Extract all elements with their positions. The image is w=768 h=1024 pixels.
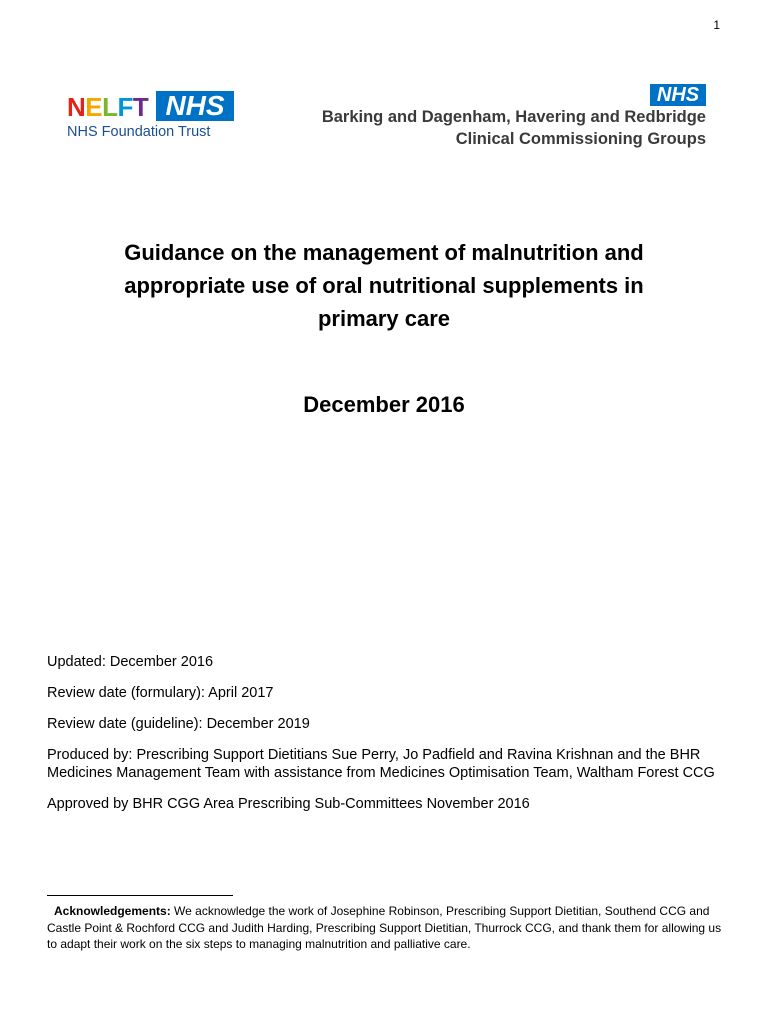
date-heading: December 2016 — [303, 392, 465, 417]
produced-by: Produced by: Prescribing Support Dietitians Sue Perry, Jo Padfield and Ravina Krishnan and the BHR Medicines Management Team with assistance from Medicines Optimisation Team, Waltham Forest CCG — [47, 747, 715, 781]
ccg-nhs-lozenge: NHS — [650, 84, 706, 106]
approved-by: Approved by BHR CGG Area Prescribing Sub-Committees November 2016 — [47, 796, 530, 812]
ccg-name-line2: Clinical Commissioning Groups — [455, 130, 706, 148]
document-title — [60, 236, 708, 335]
ccg-name-line1: Barking and Dagenham, Havering and Redbridge — [321, 108, 706, 126]
acknowledgements-text: We acknowledge the work of Josephine Robinson, Prescribing Support Dietitian, Southend CCG and Castle Point & Rochford CCG and Judith Harding, Prescribing Support Dietitian, Thurrock CCG, and thank them for allowing us to adapt their work on the six steps to managing malnutrition and palliative care. — [47, 904, 722, 951]
footnote-divider — [47, 895, 233, 896]
acknowledgements-footnote — [47, 903, 723, 953]
page-number: 1 — [713, 18, 720, 32]
title-line-3: primary care — [317, 306, 451, 331]
ccg-logo — [246, 84, 706, 154]
acknowledgements-label: Acknowledgements: — [54, 904, 171, 918]
title-line-2: appropriate use of oral nutritional supplements in — [124, 273, 644, 298]
updated-date: Updated: December 2016 — [47, 654, 214, 670]
document-info — [47, 653, 727, 826]
review-date-formulary: Review date (formulary): April 2017 — [47, 685, 274, 701]
title-line-1: Guidance on the management of malnutrition and — [124, 240, 644, 265]
nelft-nhs-logo — [67, 91, 237, 141]
nelft-subtitle: NHS Foundation Trust — [67, 124, 211, 140]
review-date-guideline: Review date (guideline): December 2019 — [47, 716, 310, 732]
nhs-lozenge: NHS — [156, 91, 234, 121]
nelft-wordmark: NELFT — [67, 92, 149, 122]
